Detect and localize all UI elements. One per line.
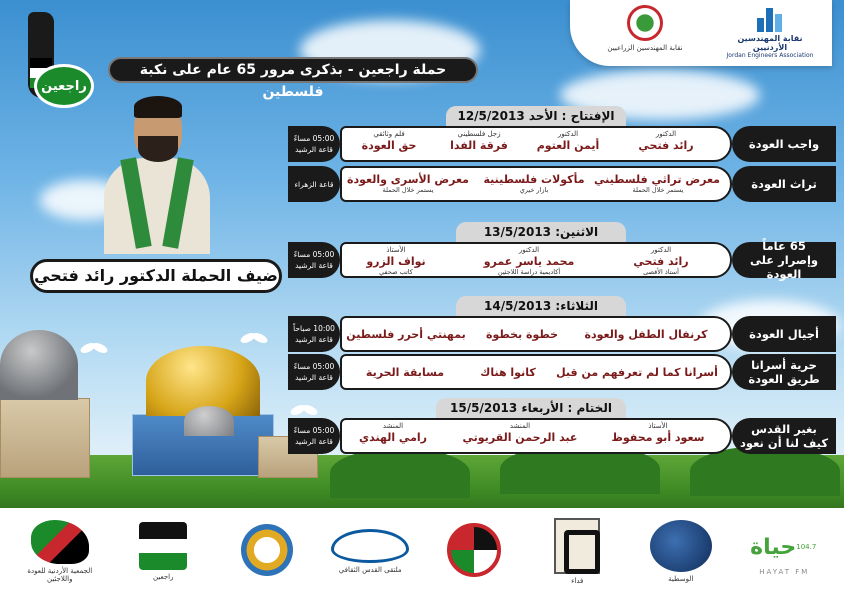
row-time: 05:00 مساءً قاعة الرشيد bbox=[288, 418, 340, 454]
dove-icon bbox=[80, 340, 108, 356]
day-tab-sunday: الإفتتاح : الأحد 12/5/2013 bbox=[446, 106, 626, 126]
event-cell: الأستاذ نواف الزرو كاتب صحفي bbox=[366, 246, 426, 276]
event-cell: المنشد رامي الهندي bbox=[359, 422, 427, 444]
event-cell: الدكتور رائد فتحي أستاذ الأقصى bbox=[633, 246, 689, 276]
row-time: 05:00 مساءً قاعة الرشيد bbox=[288, 354, 340, 390]
emblem-logo-icon bbox=[241, 524, 293, 576]
row-label: واجب العودة bbox=[732, 126, 836, 162]
event-cell: أسرانا كما لم تعرفهم من قبل bbox=[556, 366, 718, 379]
row-body bbox=[340, 354, 732, 390]
campaign-badge bbox=[34, 64, 94, 108]
row-body bbox=[340, 418, 732, 454]
schedule-row bbox=[286, 126, 836, 162]
schedule-row bbox=[286, 354, 836, 390]
engineers-name-ar: نقابة المهندسين الأردنيين bbox=[737, 34, 803, 52]
event-cell: زجل فلسطيني فرقة الفدا bbox=[450, 130, 508, 152]
row-body bbox=[340, 166, 732, 202]
row-body bbox=[340, 242, 732, 278]
event-cell: معرض تراثي فلسطيني يستمر خلال الحملة bbox=[593, 173, 720, 194]
day-tab-tuesday: الثلاثاء: 14/5/2013 bbox=[456, 296, 626, 316]
row-time: قاعة الزهراء bbox=[288, 166, 340, 202]
engineers-name-en: Jordan Engineers Association bbox=[726, 52, 814, 59]
row-time: 10:00 صباحاً قاعة الرشيد bbox=[288, 316, 340, 352]
event-cell: المنشد عبد الرحمن القريوتي bbox=[462, 422, 578, 444]
seal-logo-icon bbox=[447, 523, 501, 577]
event-cell: الدكتور محمد ياسر عمرو أكاديمية دراسة اللاجئين bbox=[483, 246, 575, 276]
hayat-fm-logo-icon: حياة 104.7 bbox=[750, 534, 817, 560]
row-label: تراث العودة bbox=[732, 166, 836, 202]
sponsor-wasatiya: الوسطية bbox=[636, 516, 726, 586]
row-label: بغير القدس كيف لنا أن نعود bbox=[732, 418, 836, 454]
sponsor-emblem bbox=[222, 516, 312, 586]
sponsor-jordanian-association: الجمعية الأردنية للعودة واللاجئين bbox=[15, 516, 105, 586]
campaign-logo bbox=[14, 12, 96, 112]
event-cell: مأكولات فلسطينية بازار خيري bbox=[483, 173, 585, 194]
event-cell: الدكتور رائد فتحي bbox=[638, 130, 694, 152]
campaign-title: حملة راجعين - بذكرى مرور 65 عام على نكبة فلسطين bbox=[108, 57, 478, 83]
sponsor-hayat-fm: حياة 104.7 HAYAT FM bbox=[739, 516, 829, 586]
day-tab-wednesday: الختام : الأربعاء 15/5/2013 bbox=[436, 398, 626, 418]
schedule-row bbox=[286, 239, 836, 281]
event-cell: بمهنتي أحرر فلسطين bbox=[346, 328, 466, 341]
sponsor-quds-forum: ملتقى القدس الثقافي bbox=[325, 516, 415, 586]
sponsor-fidaa: فداء bbox=[532, 516, 622, 586]
schedule-row bbox=[286, 418, 836, 454]
row-label: حرية أسرانا طريق العودة bbox=[732, 354, 836, 390]
event-cell: كانوا هناك bbox=[480, 366, 536, 379]
row-body bbox=[340, 126, 732, 162]
sponsor-rajieen: راجعين bbox=[118, 516, 208, 586]
event-cell: خطوة بخطوة bbox=[485, 328, 559, 341]
dove-icon bbox=[240, 330, 268, 346]
row-body bbox=[340, 316, 732, 352]
guest-label: ضيف الحملة الدكتور رائد فتحي bbox=[30, 259, 282, 293]
event-cell: مسابقة الحرية bbox=[365, 366, 445, 379]
schedule-row bbox=[286, 166, 836, 202]
event-cell: فلم وثائقي حق العودة bbox=[361, 130, 417, 152]
schedule bbox=[286, 0, 842, 500]
day-tab-monday: الاثنين: 13/5/2013 bbox=[456, 222, 626, 242]
quds-forum-logo-icon bbox=[331, 529, 409, 563]
row-label: أجيال العودة bbox=[732, 316, 836, 352]
campaign-logo-text: راجعين bbox=[41, 78, 87, 94]
jordan-association-logo-icon bbox=[31, 520, 89, 564]
event-cell: كرنفال الطفل والعودة bbox=[584, 328, 708, 341]
row-label: 65 عاماً وإصرار على العودة bbox=[732, 242, 836, 278]
dome-of-the-rock-illustration bbox=[0, 330, 320, 500]
guest-portrait bbox=[98, 96, 216, 254]
schedule-row bbox=[286, 316, 836, 352]
event-cell: الأستاذ سعود أبو محفوظ bbox=[611, 422, 705, 444]
rajieen-logo-icon bbox=[139, 522, 187, 570]
row-time: 05:00 مساءً قاعة الرشيد bbox=[288, 126, 340, 162]
agri-name-ar: نقابة المهندسين الزراعيين bbox=[607, 44, 683, 52]
event-cell: معرض الأسرى والعودة يستمر خلال الحملة bbox=[346, 173, 469, 194]
event-cell: الدكتور أيمن العتوم bbox=[536, 130, 600, 152]
sponsor-strip bbox=[0, 508, 844, 594]
sponsor-seal bbox=[429, 516, 519, 586]
row-time: 05:00 مساءً قاعة الرشيد bbox=[288, 242, 340, 278]
fidaa-logo-icon bbox=[554, 518, 600, 574]
wasatiya-logo-icon bbox=[650, 520, 712, 572]
